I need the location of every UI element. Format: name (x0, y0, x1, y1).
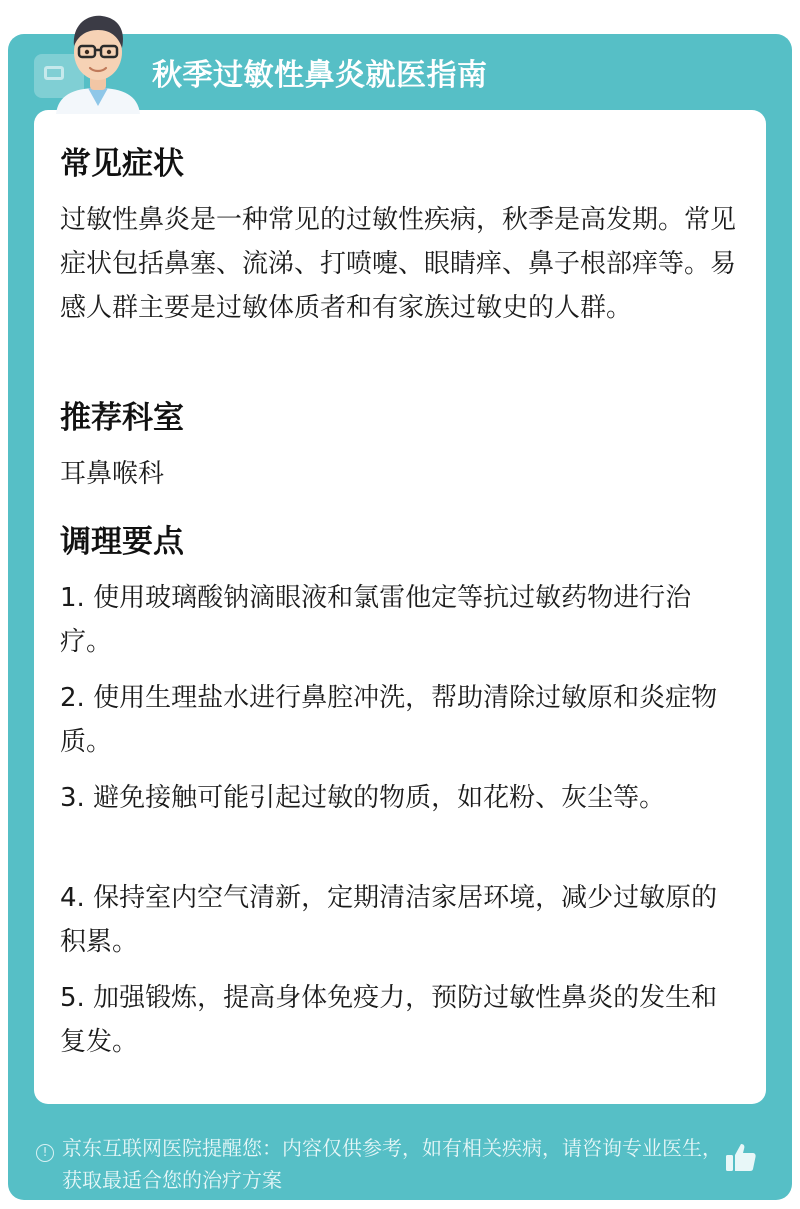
disclaimer-text: 京东互联网医院提醒您：内容仅供参考，如有相关疾病，请咨询专业医生，获取最适合您的治疗方案 (62, 1136, 722, 1192)
doctor-avatar-icon (48, 10, 148, 114)
guide-card-frame (8, 34, 792, 1200)
care-item: 1. 使用玻璃酸钠滴眼液和氯雷他定等抗过敏药物进行治疗。 (60, 583, 692, 657)
page-title: 秋季过敏性鼻炎就医指南 (152, 58, 488, 93)
thumbs-up-icon[interactable] (723, 1140, 759, 1176)
care-item: 2. 使用生理盐水进行鼻腔冲洗，帮助清除过敏原和炎症物质。 (60, 683, 718, 757)
content-card (34, 110, 766, 1104)
info-icon: ! (36, 1144, 54, 1162)
symptoms-text: 过敏性鼻炎是一种常见的过敏性疾病，秋季是高发期。常见症状包括鼻塞、流涕、打喷嚏、眼睛痒、鼻子根部痒等。易感人群主要是过敏体质者和有家族过敏史的人群。 (60, 205, 737, 323)
care-item: 5. 加强锻炼，提高身体免疫力，预防过敏性鼻炎的发生和复发。 (60, 983, 718, 1057)
section-title-department: 推荐科室 (60, 400, 184, 436)
care-item: 3. 避免接触可能引起过敏的物质，如花粉、灰尘等。 (60, 783, 666, 813)
footer (8, 1120, 792, 1200)
care-item: 4. 保持室内空气清新，定期清洁家居环境，减少过敏原的积累。 (60, 883, 718, 957)
section-title-care: 调理要点 (60, 524, 184, 560)
department-text: 耳鼻喉科 (60, 459, 165, 489)
section-title-symptoms: 常见症状 (60, 146, 184, 182)
